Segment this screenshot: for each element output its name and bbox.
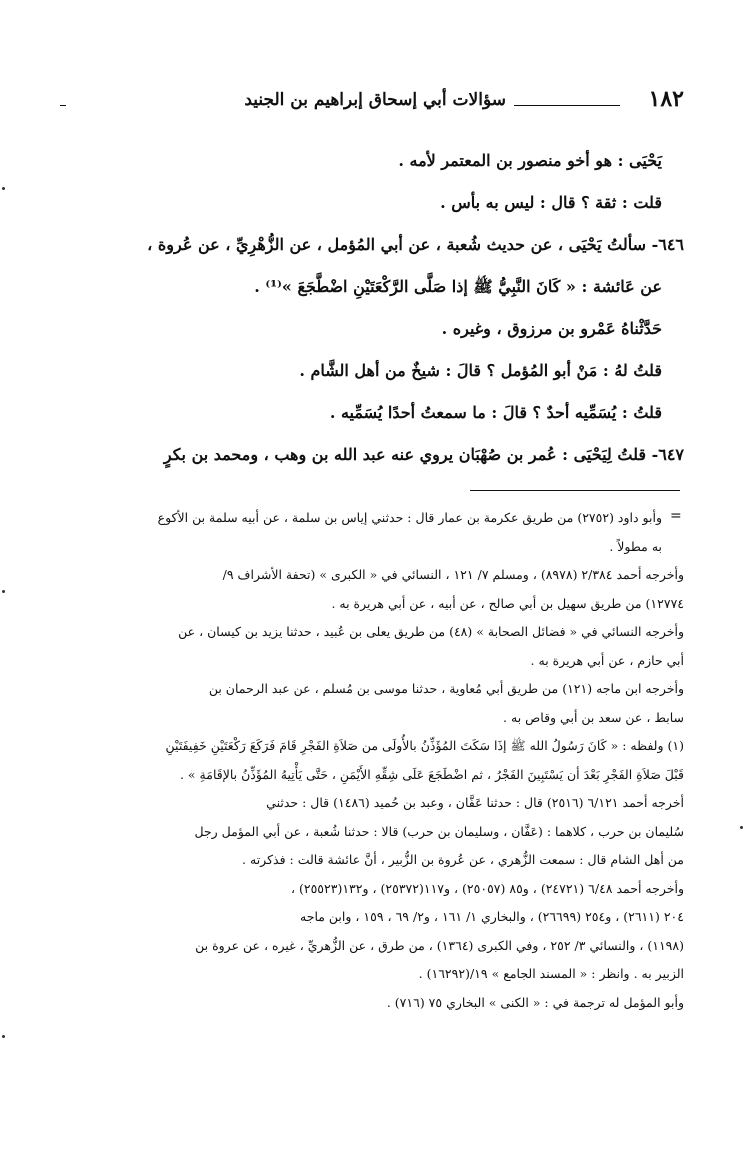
footnote-line: من أهل الشام قال : سمعت الزُّهري ، عن عُروة بن الزُّبير ، أنَّ عائشة قالت : فذكرته . (242, 852, 684, 867)
running-title: سؤالات أبي إسحاق إبراهيم بن الجنيد (244, 90, 506, 110)
footnote-line: به مطولاً . (609, 538, 662, 554)
main-text (58, 140, 684, 476)
page-header (60, 86, 684, 120)
text-line: قلت : ثقة ؟ قال : ليس به بأس . (440, 193, 662, 212)
header-rule (514, 105, 620, 106)
footnote-line: سُليمان بن حرب ، كلاهما : (عَفَّان ، وسليمان بن حرب) قالا : حدثنا شُعبة ، عن أبي المؤمل رجل (194, 823, 684, 839)
entry-647-line: ٦٤٧- قلتُ لِيَحْيَى : عُمر بن صُهْبَان يروي عنه عبد الله بن وهب ، ومحمد بن بكرٍ (163, 445, 684, 464)
scan-speck (740, 826, 743, 829)
footnote-line: (١١٩٨) ، والنسائي ٣/ ٢٥٢ ، وفي الكبرى (١٣٦٤) ، من طرق ، عن الزُّهريِّ ، غيره ، عن عروة بن (195, 937, 684, 953)
footnote-line: ٢٠٤ (٢٦١١) ، و٢٥٤ (٢٦٦٩٩) ، والبخاري ١/ ١٦١ ، و٢/ ٦٩ ، ١٥٩ ، وابن ماجه (300, 909, 684, 924)
footnote-line: وأبو داود (٢٧٥٢) من طريق عكرمة بن عمار قال : حدثني إياس بن سلمة ، عن أبيه سلمة بن الأكوع (157, 510, 662, 525)
footnote-1-line: (١) ولفظه : « كَانَ رَسُولُ الله ﷺ إذَا سَكَتَ المُؤَذِّنُ بالأُولَى من صَلاَةِ الفَجْرِ قَامَ فَرَكَعَ رَكْعَتَيْنِ خَفِيفَتَيْنِ (165, 738, 684, 753)
scan-speck (2, 187, 5, 190)
footnote-continuation-mark: = (670, 508, 682, 524)
footnote-line: وأخرجه أحمد ٦/٤٨ (٢٤٧٢١) ، و٨٥ (٢٥٠٥٧) ، و١١٧(٢٥٣٧٢) ، و١٣٢(٢٥٥٢٣) ، (290, 880, 684, 896)
footnote-line: وأخرجه ابن ماجه (١٢١) من طريق أبي مُعاوية ، حدثنا موسى بن مُسلم ، عن عبد الرحمان بن (208, 681, 684, 696)
text-line: يَحْيَى : هو أخو منصور بن المعتمر لأمه . (398, 151, 662, 170)
footnote-line: سابط ، عن سعد بن أبي وقاص به . (503, 709, 684, 725)
footnotes (58, 504, 684, 1017)
scan-speck (2, 590, 5, 593)
footnote-line: أبي حازم ، عن أبي هريرة به . (530, 652, 684, 668)
footnote-separator (470, 490, 680, 491)
footnote-line: وأخرجه أحمد ٢/٣٨٤ (٨٩٧٨) ، ومسلم ٧/ ١٢١ ، النسائي في « الكبرى » (تحفة الأشراف ٩/ (222, 567, 684, 582)
footnote-line: ١٢٧٧٤) من طريق سهيل بن أبي صالح ، عن أبيه ، عن أبي هريرة به . (331, 595, 684, 611)
footnote-line: أخرجه أحمد ٦/١٢١ (٢٥١٦) قال : حدثنا عَفَّان ، وعبد بن حُميد (١٤٨٦) قال : حدثني (266, 795, 684, 810)
text-line: عن عَائشة : « كَانَ النَّبِيُّ ﷺ إذا صَلَّى الرَّكْعَتَيْنِ اضْطَّجَعَ »⁽¹⁾ . (254, 277, 662, 296)
page-number: ١٨٢ (648, 86, 684, 112)
text-line: حَدَّثْناهُ عَمْرو بن مرزوق ، وغيره . (441, 319, 662, 338)
text-line: قلتُ لهُ : مَنْ أبو المُؤمل ؟ قالَ : شيخٌ من أهل الشَّام . (299, 361, 662, 380)
footnote-line: وأبو المؤمل له ترجمة في : « الكنى » البخاري ٧٥ (٧١٦) . (386, 994, 684, 1010)
footnote-line: الزبير به . وانظر : « المسند الجامع » ١٩/(١٦٢٩٢) . (418, 966, 684, 981)
text-line: قلتُ : يُسَمِّيه أحدٌ ؟ قالَ : ما سمعتُ أحدًا يُسَمِّيه . (329, 403, 662, 422)
footnote-line: وأخرجه النسائي في « فضائل الصحابة » (٤٨) من طريق يعلى بن عُبيد ، حدثنا يزيد بن كيسان ، عن (178, 624, 684, 639)
header-rule-end (60, 105, 66, 106)
scan-speck (2, 1035, 5, 1038)
footnote-line: قَبْلَ صَلاَةِ الفَجْرِ بَعْدَ أن يَسْتَبِينَ الفَجْرُ ، ثم اضْطَجَعَ عَلَى شِقِّهِ الأَيْمَنِ ، حَتَّى يَأْتِيهُ المُؤَذِّنُ بالإقَامَةِ » . (179, 766, 684, 782)
entry-646-line: ٦٤٦- سألتُ يَحْيَى ، عن حديث شُعبة ، عن أبي المُؤمل ، عن الزُّهْرِيِّ ، عن عُروة ، (147, 235, 684, 254)
